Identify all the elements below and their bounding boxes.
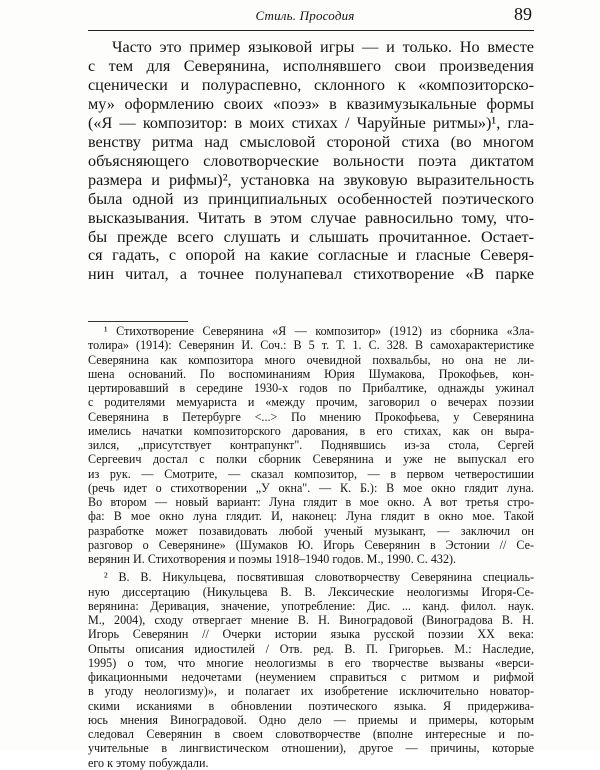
text-line: му» оформлению своих «поэз» в квазимузыкальные формы (88, 94, 534, 113)
footnote-line: Во втором — новый вариант: Луна глядит в мое окно. А вот третья стро- (88, 495, 534, 509)
text-line: была одной из принципиальных особенностей поэтического (88, 189, 534, 208)
footnote-line: ¹ Стихотворение Северянина «Я — композитор» (1912) из сборника «Зла- (104, 324, 534, 338)
footnote-1 (88, 324, 534, 566)
footnote-line: учительные в лингвистическом отношении), другое — причины, которые (88, 741, 534, 756)
text-line: бы прежде всего слушать и слышать прочитанное. Остает- (88, 227, 534, 246)
footnote-rule (88, 321, 188, 322)
footnote-line: ² В. В. Никульцева, посвятившая словотворчеству Северянина специаль- (104, 570, 534, 585)
footnote-line: (речь идет о стихотворении „У окна". — К. Б.): В мое окно глядит луна. (88, 480, 534, 495)
footnote-line: имелись начатки композиторского дарования, в его стихах, как он выра- (88, 423, 534, 438)
footnote-line: Северянина в Петербурге <...> По мнению Прокофьева, у Северянина (88, 409, 534, 424)
footnote-line: 1995) о том, что многие неологизмы в его творчестве вызваны «верси- (88, 655, 534, 670)
text-line: сценически и полураспевно, склонного к «композиторско- (88, 75, 534, 94)
footnote-line: зился, „присутствует контрапункт". Поднявшись из-за стола, Сергей (88, 438, 534, 452)
text-line: венству ритма над смысловой стороной стиха (во многом (88, 132, 534, 151)
text-line: («Я — композитор: в моих стихах / Чаруйные ритмы»)¹, гла- (88, 113, 534, 132)
header-rule (88, 30, 534, 31)
footnote-line: скими исканиями в обновлении поэтического языка. Я придержива- (88, 698, 534, 713)
running-title: Стиль. Просодия (255, 8, 355, 23)
footnote-line: в угоду неологизму)», и полагает их изобретение исключительно новатор- (88, 684, 534, 699)
footnote-line: Северянина как композитора много очевидной похвальбы, но она не ли- (88, 352, 534, 367)
footnote-line: верянина: Деривация, значение, употребление: Дис. ... канд. филол. наук. (88, 598, 534, 613)
text-line: нин читал, а точнее полунапевал стихотворение «В парке (88, 265, 534, 284)
footnote-line: его к этому побуждали. (88, 755, 209, 770)
footnote-line: Игорь Северянин // Очерки истории языка русской поэзии XX века: (88, 627, 534, 642)
page-number: 89 (514, 4, 532, 24)
text-line: ся гадать, с опорой на какие согласные и гласные Северя- (88, 246, 534, 265)
footnote-line: разговор о Северянине» (Шумаков Ю. Игорь Северянин в Эстонии // Се- (88, 537, 534, 552)
footnote-line: шена оснований. По воспоминаниям Юрия Шумакова, Прокофьев, кон- (88, 366, 534, 381)
footnote-line: толира» (1914): Северянин И. Соч.: В 5 т. Т. 1. С. 328. В самохарактеристике (88, 338, 534, 353)
text-line: высказывания. Читать в этом случае равносильно тому, что- (88, 208, 534, 227)
footnote-line: Сергеевич достал с полки сборник Северянина и уже не выпускал его (88, 452, 534, 467)
footnote-line: ную диссертацию (Никульцева В. В. Лексические неологизмы Игоря-Се- (88, 584, 534, 599)
footnote-line: из рук. — Смотрите, — сказал композитор, — в первом четверостишии (88, 466, 534, 481)
footnote-line: верянин И. Стихотворения и поэмы 1918–1940 годов. М., 1990. С. 432). (88, 552, 457, 566)
footnote-line: юсь мнения Виноградовой. Одно дело — приемы и примеры, которым (88, 712, 534, 727)
footnote-line: разработке может позавидовать любой ученый музыкант, — заключил он (88, 523, 534, 538)
footnote-line: Опыты описания идиостилей / Отв. ред. В. П. Григорьев. М.: Наследие, (88, 641, 534, 656)
text-line: объясняющего словотворческие вольности поэта диктатом (88, 151, 534, 170)
footnote-line: фикационными недочетами (неумением справиться с ритмом и рифмой (88, 670, 534, 684)
footnote-line: следовал Северянин в своем словотворчестве (вполне интересные и по- (88, 727, 534, 741)
footnote-line: М., 2004), сходу отвергает мнение В. Н. Виноградовой (Виноградова В. Н. (88, 613, 534, 627)
footnotes (88, 324, 534, 770)
footnote-line: с родителями мемуариста и «между прочим, заговорил о вечерах поэзии (88, 395, 534, 410)
text-line: размера и рифмы)², установка на звуковую выразительность (88, 170, 534, 189)
text-line: Часто это пример языковой игры — и только. Но вместе (112, 38, 534, 56)
footnote-2 (88, 570, 534, 770)
footnote-line: фа: В мое окно луна глядит. И, наконец: Луна глядит в окно мое. Такой (88, 509, 534, 524)
text-line: с тем для Северянина, исполнявшего свои произведения (88, 56, 534, 75)
footnote-line: цертировавший в середине 1930-х годов по Прибалтике, однажды ужинал (88, 381, 534, 395)
main-text (88, 38, 534, 284)
